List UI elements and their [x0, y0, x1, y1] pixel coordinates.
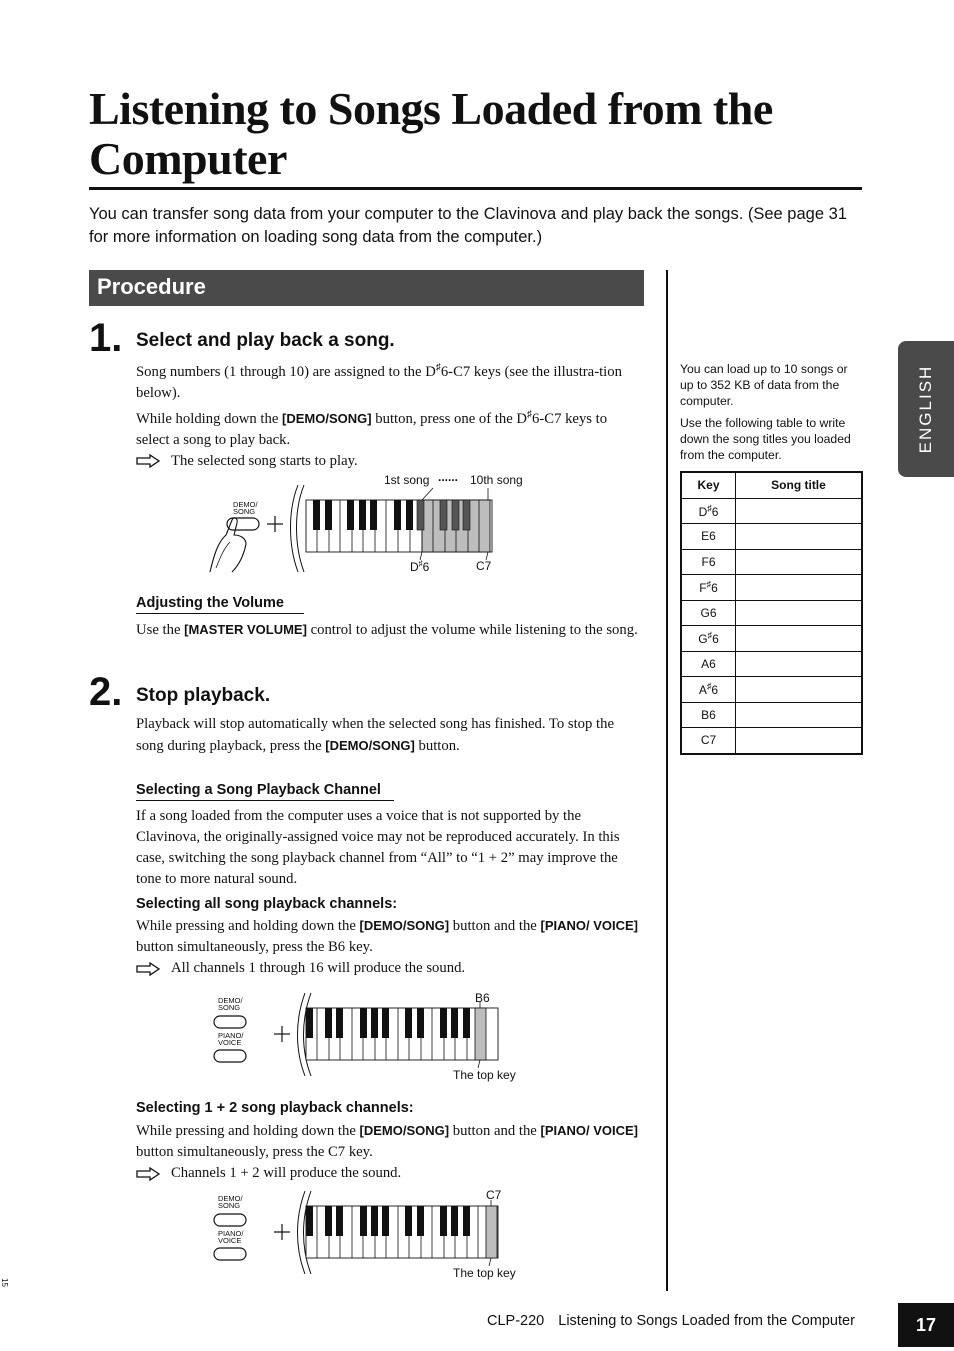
footer-title: Listening to Songs Loaded from the Computer	[558, 1313, 855, 1329]
two-channels-heading: Selecting 1 + 2 song playback channels:	[136, 1100, 414, 1116]
step-2-number: 2.	[89, 670, 123, 714]
diagram-label-first: 1st song	[384, 473, 430, 487]
step-1-number: 1.	[89, 316, 123, 360]
page-title: Listening to Songs Loaded from the Computer	[89, 83, 773, 184]
two-channels-body: While pressing and holding down the [DEMO/SONG] button and the [PIANO/ VOICE] button simultaneously, press the C7 key. Channels 1 + 2 will produce the sound.	[136, 1120, 644, 1184]
table-header-row	[681, 472, 862, 498]
table-row	[681, 575, 862, 601]
language-tab-label: ENGLISH	[916, 364, 935, 454]
table-cell-key: F6	[681, 549, 736, 575]
side-note-p1: You can load up to 10 songs or up to 352 KB of data from the computer.	[680, 362, 848, 408]
table-cell-song-title[interactable]	[736, 549, 863, 575]
all-channels-result: All channels 1 through 16 will produce the sound.	[136, 958, 644, 979]
table-cell-key: G6	[681, 600, 736, 626]
step-2-heading: Stop playback.	[136, 685, 271, 706]
table-row	[681, 549, 862, 575]
all-channels-body: While pressing and holding down the [DEMO/SONG] button and the [PIANO/ VOICE] button simultaneously, press the B6 key. All channels 1 through 16 will produce the sound.	[136, 915, 644, 979]
diagram-label-last: 10th song	[470, 473, 523, 487]
result-arrow-icon	[136, 1167, 161, 1181]
table-row	[681, 702, 862, 728]
table-row	[681, 524, 862, 550]
diagram2-key-label: B6	[475, 991, 490, 1005]
intro-paragraph: You can transfer song data from your computer to the Clavinova and play back the songs. (See page 31 for more information on loading song data from the computer.)	[89, 205, 847, 246]
table-cell-song-title[interactable]	[736, 651, 863, 677]
footer	[487, 1313, 855, 1329]
volume-text: Use the [MASTER VOLUME] control to adjust the volume while listening to the song.	[136, 622, 638, 638]
side-note-p2: Use the following table to write down the song titles you loaded from the computer.	[680, 416, 851, 462]
table-cell-song-title[interactable]	[736, 626, 863, 652]
table-cell-song-title[interactable]	[736, 600, 863, 626]
diagram3-caption: The top key	[453, 1266, 516, 1280]
table-cell-key: F♯6	[681, 575, 736, 601]
table-cell-song-title[interactable]	[736, 728, 863, 754]
side-note	[680, 361, 862, 469]
step-1-para-2: While holding down the [DEMO/SONG] button, press one of the D♯6-C7 keys to select a song to play back.	[136, 408, 608, 448]
table-cell-key: B6	[681, 702, 736, 728]
table-cell-song-title[interactable]	[736, 677, 863, 703]
table-cell-song-title[interactable]	[736, 498, 863, 524]
song-title-table	[680, 471, 863, 755]
table-row	[681, 626, 862, 652]
channel-text: If a song loaded from the computer uses a voice that is not supported by the Clavinova, the originally-assigned voice may not be reproduced accurately. In this case, switching the song playback channel from “All” to “1 + 2” may improve the tone to more natural sound.	[136, 808, 620, 887]
procedure-header	[89, 270, 644, 306]
step-1-para-1: Song numbers (1 through 10) are assigned to the D♯6-C7 keys (see the illustra-tion below).	[136, 362, 622, 401]
table-header-key: Key	[681, 472, 736, 498]
piano-voice-button-label: PIANO/ VOICE	[218, 1031, 244, 1047]
all-channels-heading: Selecting all song playback channels:	[136, 896, 398, 912]
table-row	[681, 677, 862, 703]
diagram-label-low: D♯6	[410, 559, 430, 574]
piano-voice-button-label: PIANO/ VOICE	[218, 1229, 244, 1245]
demo-song-button-label: DEMO/ SONG	[233, 500, 258, 516]
keyboard-diagram-2	[210, 990, 510, 1080]
table-cell-song-title[interactable]	[736, 524, 863, 550]
procedure-label: Procedure	[97, 274, 206, 299]
table-cell-key: G♯6	[681, 626, 736, 652]
footer-model: CLP-220	[487, 1313, 545, 1329]
language-tab	[898, 341, 954, 477]
diagram-label-dots: ......	[438, 470, 459, 484]
diagram3-key-label: C7	[486, 1188, 502, 1202]
table-row	[681, 498, 862, 524]
column-divider	[666, 270, 668, 1291]
two-channels-result: Channels 1 + 2 will produce the sound.	[136, 1163, 644, 1184]
page-number: 17	[898, 1303, 954, 1347]
title-rule	[89, 187, 862, 190]
volume-heading: Adjusting the Volume	[136, 595, 304, 614]
channel-heading: Selecting a Song Playback Channel	[136, 782, 394, 801]
step-2-body: Playback will stop automatically when the selected song has finished. To stop the song during playback, press the [DEMO/SONG] button.	[136, 716, 614, 754]
table-cell-key: C7	[681, 728, 736, 754]
diagram2-caption: The top key	[453, 1068, 516, 1082]
table-cell-key: A6	[681, 651, 736, 677]
table-cell-song-title[interactable]	[736, 575, 863, 601]
table-row	[681, 728, 862, 754]
step-1-result: The selected song starts to play.	[136, 451, 644, 472]
table-cell-key: E6	[681, 524, 736, 550]
step-1-body	[136, 357, 644, 472]
demo-song-button-label: DEMO/ SONG	[218, 1194, 243, 1210]
keyboard-diagram-3	[210, 1188, 510, 1278]
table-cell-key: A♯6	[681, 677, 736, 703]
demo-song-button-label: DEMO/ SONG	[218, 996, 243, 1012]
table-row	[681, 600, 862, 626]
table-cell-key: D♯6	[681, 498, 736, 524]
keyboard-diagram-1	[200, 480, 510, 580]
result-arrow-icon	[136, 454, 161, 468]
diagram-label-high: C7	[476, 559, 492, 573]
table-header-title: Song title	[736, 472, 863, 498]
step-1-heading: Select and play back a song.	[136, 330, 395, 351]
table-row	[681, 651, 862, 677]
table-cell-song-title[interactable]	[736, 702, 863, 728]
edge-mark: 15	[0, 1278, 9, 1287]
result-arrow-icon	[136, 962, 161, 976]
